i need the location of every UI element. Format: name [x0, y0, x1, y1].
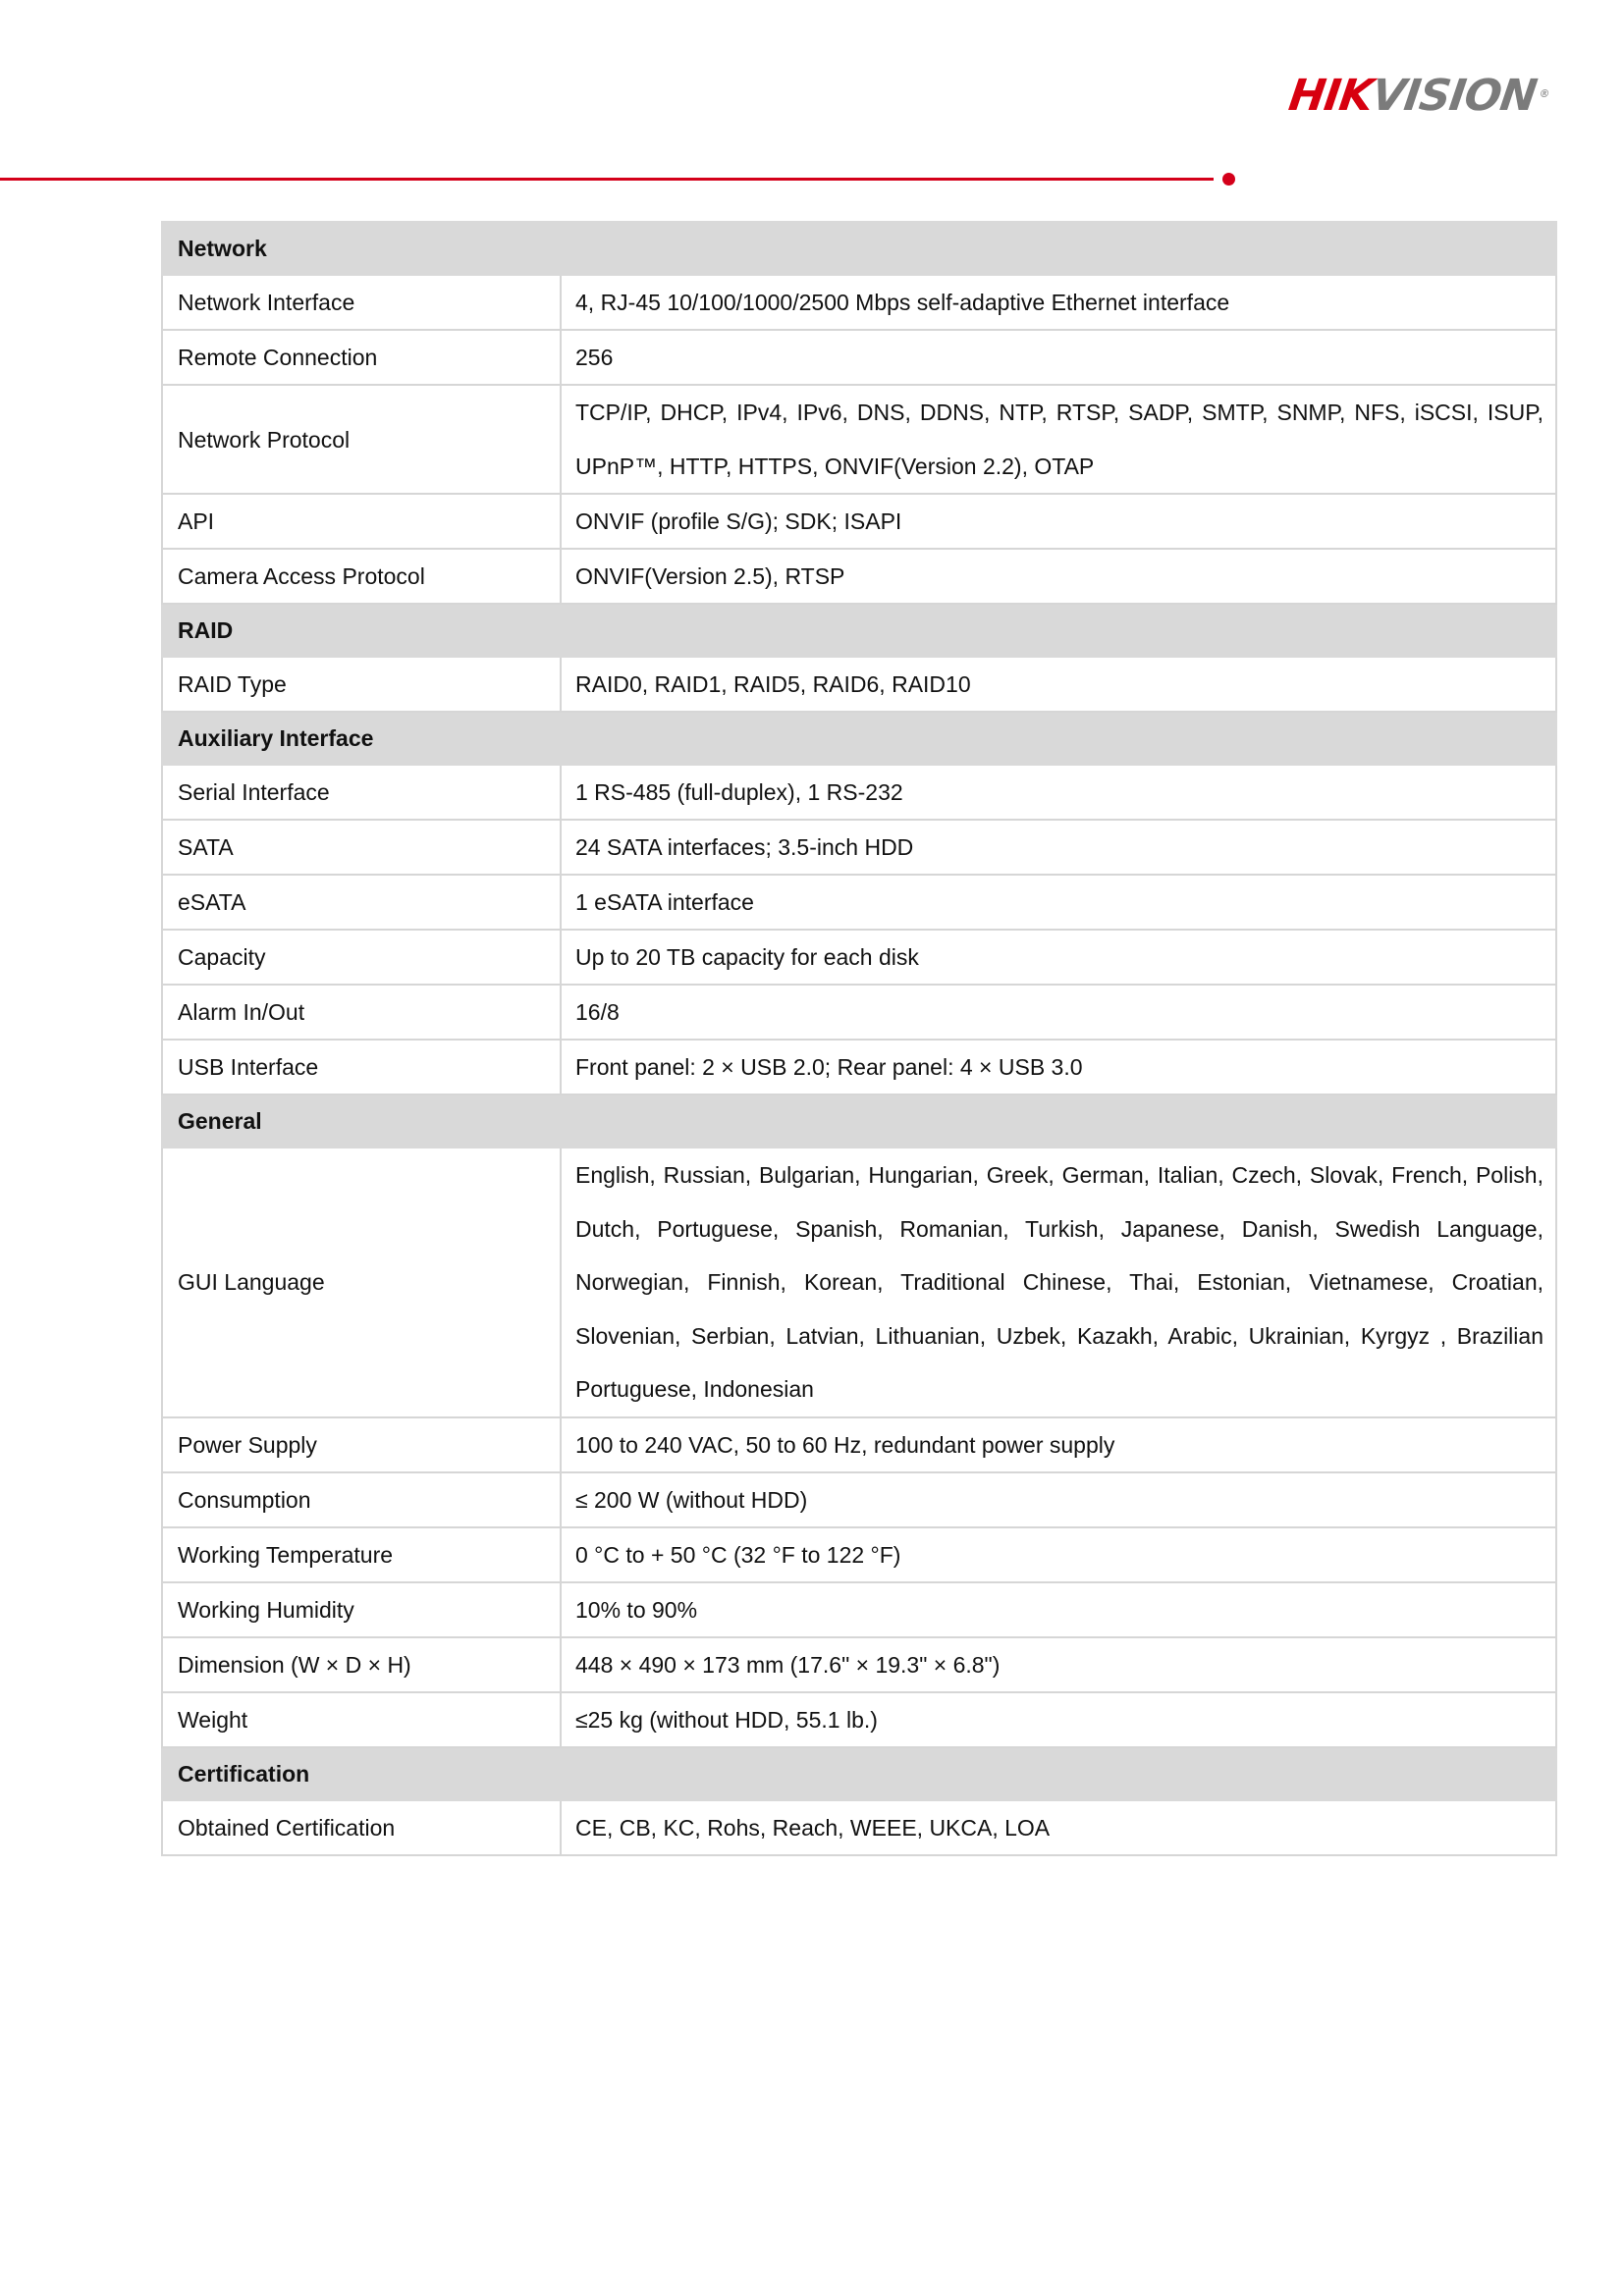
spec-row: [162, 494, 1556, 549]
spec-row: [162, 875, 1556, 930]
spec-row: [162, 1527, 1556, 1582]
spec-label: Weight: [162, 1692, 561, 1747]
spec-label: Working Temperature: [162, 1527, 561, 1582]
spec-row: [162, 1800, 1556, 1855]
section-header-row: [162, 1747, 1556, 1800]
spec-row: [162, 1417, 1556, 1472]
spec-row: [162, 330, 1556, 385]
spec-label: Working Humidity: [162, 1582, 561, 1637]
spec-label: Capacity: [162, 930, 561, 985]
spec-row: [162, 1637, 1556, 1692]
section-title: Certification: [162, 1747, 1556, 1800]
spec-value: 256: [561, 330, 1556, 385]
spec-value: 4, RJ-45 10/100/1000/2500 Mbps self-adaptive Ethernet interface: [561, 275, 1556, 330]
hikvision-logo: [1285, 71, 1551, 121]
spec-label: Network Interface: [162, 275, 561, 330]
section-title: Network: [162, 222, 1556, 275]
header-divider-line: [0, 178, 1214, 181]
spec-row: [162, 930, 1556, 985]
spec-row: [162, 765, 1556, 820]
section-header-row: [162, 604, 1556, 657]
spec-label: Serial Interface: [162, 765, 561, 820]
spec-value: 100 to 240 VAC, 50 to 60 Hz, redundant power supply: [561, 1417, 1556, 1472]
spec-value: 16/8: [561, 985, 1556, 1040]
spec-value: 1 eSATA interface: [561, 875, 1556, 930]
spec-label: Dimension (W × D × H): [162, 1637, 561, 1692]
spec-value: ≤25 kg (without HDD, 55.1 lb.): [561, 1692, 1556, 1747]
spec-row: [162, 1040, 1556, 1095]
spec-value: 0 °C to + 50 °C (32 °F to 122 °F): [561, 1527, 1556, 1582]
spec-row: [162, 385, 1556, 494]
spec-label: SATA: [162, 820, 561, 875]
spec-row: [162, 1148, 1556, 1417]
spec-value: ONVIF (profile S/G); SDK; ISAPI: [561, 494, 1556, 549]
spec-label: Obtained Certification: [162, 1800, 561, 1855]
section-title: General: [162, 1095, 1556, 1148]
spec-value: 24 SATA interfaces; 3.5-inch HDD: [561, 820, 1556, 875]
spec-row: [162, 275, 1556, 330]
spec-label: RAID Type: [162, 657, 561, 712]
spec-row: [162, 549, 1556, 604]
spec-value: ≤ 200 W (without HDD): [561, 1472, 1556, 1527]
spec-label: Remote Connection: [162, 330, 561, 385]
spec-value: RAID0, RAID1, RAID5, RAID6, RAID10: [561, 657, 1556, 712]
spec-label: Network Protocol: [162, 385, 561, 494]
spec-label: Consumption: [162, 1472, 561, 1527]
spec-label: USB Interface: [162, 1040, 561, 1095]
spec-row: [162, 657, 1556, 712]
section-header-row: [162, 1095, 1556, 1148]
spec-label: GUI Language: [162, 1148, 561, 1417]
section-header-row: [162, 222, 1556, 275]
section-header-row: [162, 712, 1556, 765]
registered-mark: ®: [1538, 87, 1550, 100]
spec-label: Alarm In/Out: [162, 985, 561, 1040]
spec-label: Power Supply: [162, 1417, 561, 1472]
spec-row: [162, 985, 1556, 1040]
specification-table: [161, 221, 1557, 1856]
header-divider-dot: [1222, 173, 1235, 186]
spec-label: Camera Access Protocol: [162, 549, 561, 604]
spec-value: CE, CB, KC, Rohs, Reach, WEEE, UKCA, LOA: [561, 1800, 1556, 1855]
spec-value: Front panel: 2 × USB 2.0; Rear panel: 4 × USB 3.0: [561, 1040, 1556, 1095]
spec-label: eSATA: [162, 875, 561, 930]
spec-row: [162, 820, 1556, 875]
spec-row: [162, 1582, 1556, 1637]
spec-value: 448 × 490 × 173 mm (17.6" × 19.3" × 6.8"): [561, 1637, 1556, 1692]
spec-value: English, Russian, Bulgarian, Hungarian, Greek, German, Italian, Czech, Slovak, French, Polish, Dutch, Portuguese, Spanish, Romanian, Turkish, Japanese, Danish, Swedish Language, Norwegian, Finnish, Korean, Traditional Chinese, Thai, Estonian, Vietnamese, Croatian, Slovenian, Serbian, Latvian, Lithuanian, Uzbek, Kazakh, Arabic, Ukrainian, Kyrgyz , Brazilian Portuguese, Indonesian: [561, 1148, 1556, 1417]
spec-value: ONVIF(Version 2.5), RTSP: [561, 549, 1556, 604]
spec-value: 10% to 90%: [561, 1582, 1556, 1637]
spec-row: [162, 1692, 1556, 1747]
logo-text-hik: HIK: [1285, 71, 1377, 121]
spec-value: TCP/IP, DHCP, IPv4, IPv6, DNS, DDNS, NTP, RTSP, SADP, SMTP, SNMP, NFS, iSCSI, ISUP, UPnP™, HTTP, HTTPS, ONVIF(Version 2.2), OTAP: [561, 385, 1556, 494]
spec-label: API: [162, 494, 561, 549]
section-title: Auxiliary Interface: [162, 712, 1556, 765]
logo-text-vision: VISION: [1368, 71, 1540, 121]
spec-value: 1 RS-485 (full-duplex), 1 RS-232: [561, 765, 1556, 820]
spec-row: [162, 1472, 1556, 1527]
section-title: RAID: [162, 604, 1556, 657]
spec-value: Up to 20 TB capacity for each disk: [561, 930, 1556, 985]
